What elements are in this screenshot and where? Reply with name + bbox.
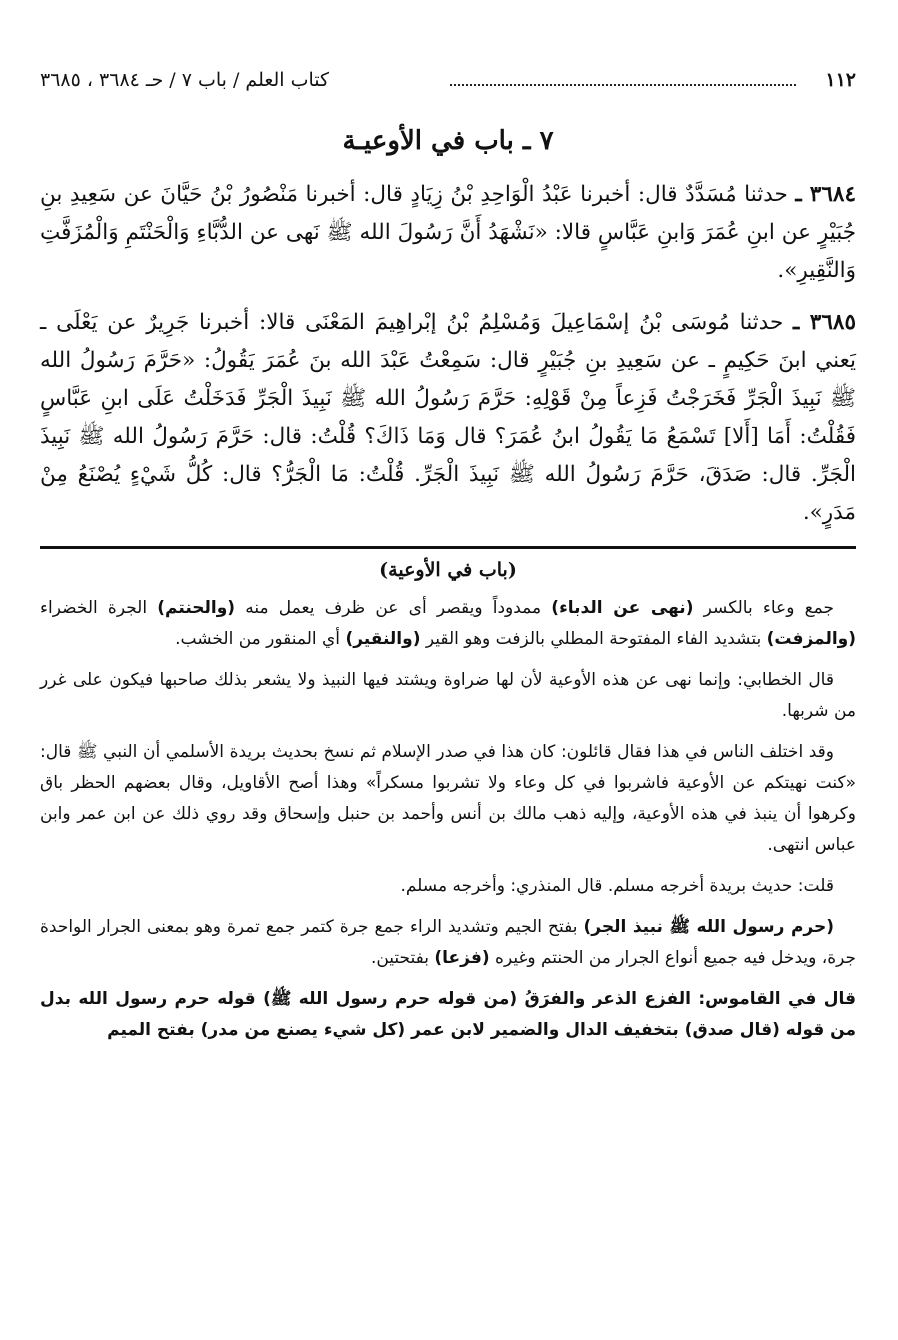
page-number: ١١٢ — [825, 69, 856, 91]
bold-term: (قال صدق) — [684, 1020, 780, 1040]
bold-term: قوله حرم رسول الله بدل من قوله — [40, 989, 856, 1040]
hadith-number: ٣٦٨٥ ـ — [793, 310, 856, 335]
bold-term: (والمزفت) — [766, 629, 856, 649]
bold-term: (حرم رسول الله ﷺ نبيذ الجر) — [583, 917, 835, 937]
hadith-3685 — [40, 304, 856, 532]
bold-term: (والحنتم) — [157, 598, 236, 618]
commentary-text: الجرة الخضراء — [40, 598, 158, 618]
bold-term: (نهى عن الدباء) — [551, 598, 694, 618]
hadith-text: حدثنا مُسَدَّدٌ قال: أخبرنا عَبْدُ الْوَاحِدِ بْنُ زِيَادٍ قال: أخبرنا مَنْصُورُ بْنُ حَيَّانَ عن سَعِيدِ بنِ جُبَيْرٍ عن ابنِ عُمَرَ وَابنِ عَبَّاسٍ قالا: «نَشْهَدُ أَنَّ رَسُولَ الله ﷺ نَهى عن الدُّبَّاءِ وَالْحَنْتَمِ وَالْمُزَفَّتِ وَالنَّقِيرِ». — [40, 182, 856, 283]
leader-dots — [450, 84, 796, 86]
commentary-paragraph — [40, 871, 856, 902]
commentary-text: ممدوداً ويقصر أى عن ظرف يعمل منه — [235, 598, 552, 618]
bold-term: بتخفيف الدال والضمير لابن عمر — [405, 1020, 685, 1040]
book-page — [40, 64, 856, 1324]
commentary-paragraph — [40, 737, 856, 861]
commentary-text: بفتح الجيم وتشديد الراء جمع جرة كتمر جمع تمرة وهو بمعنى الجرار الواحدة جرة، ويدخل فيه جميع أنواع الجرار من الحنتم وغيره — [40, 917, 856, 968]
commentary-paragraph — [40, 984, 856, 1046]
chapter-reference: كتاب العلم / باب ٧ / حـ ٣٦٨٤ ، ٣٦٨٥ — [40, 69, 330, 91]
commentary-text: قلت: حديث بريدة أخرجه مسلم. قال المنذري: وأخرجه مسلم. — [400, 876, 834, 896]
bold-term: بفتح الميم — [107, 1020, 201, 1040]
commentary-text: بتشديد الفاء المفتوحة المطلي بالزفت وهو القير — [420, 629, 767, 649]
bold-term: قال في القاموس: الفزع الذعر والفرَقُ — [517, 989, 857, 1009]
section-divider — [40, 546, 856, 549]
hadith-number: ٣٦٨٤ ـ — [795, 182, 856, 207]
bold-term: (فزعا) — [434, 948, 490, 968]
commentary-text: بفتحتين. — [370, 948, 435, 968]
commentary-text: قال الخطابي: وإنما نهى عن هذه الأوعية لأن لها ضراوة ويشتد فيها النبيذ ولا يشعر بذلك صاحبها فيكون على غرر من شربها. — [40, 670, 856, 721]
commentary-text: جمع وعاء بالكسر — [693, 598, 834, 618]
hadith-3684 — [40, 176, 856, 290]
commentary-body — [40, 593, 856, 1046]
commentary-paragraph — [40, 593, 856, 655]
bold-term: (كل شيء يصنع من مدر) — [200, 1020, 406, 1040]
commentary-text: وقد اختلف الناس في هذا فقال قائلون: كان هذا في صدر الإسلام ثم نسخ بحديث بريدة الأسلمي أن النبي ﷺ قال: «كنت نهيتكم عن الأوعية فاشربوا في كل وعاء ولا تشربوا مسكراً» وهذا أصح الأقاويل، وقال بعضهم الحظر باق وكرهوا أن ينبذ في هذه الأوعية، وإليه ذهب مالك بن أنس وأحمد بن حنبل وإسحاق وقد روي ذلك عن ابن عمر وابن عباس انتهى. — [40, 742, 856, 855]
commentary-paragraph — [40, 665, 856, 727]
hadith-text: حدثنا مُوسَى بْنُ إسْمَاعِيلَ وَمُسْلِمُ بْنُ إبْراهِيمَ المَعْنَى قالا: أخبرنا جَرِيرٌ عن يَعْلَى ـ يَعني ابنَ حَكِيمٍ ـ عن سَعِيدِ بنِ جُبَيْرٍ قال: سَمِعْتُ عَبْدَ الله بنَ عُمَرَ يَقُولُ: «حَرَّمَ رَسُولُ الله ﷺ نَبِيذَ الْجَرِّ فَخَرَجْتُ فَزِعاً مِنْ قَوْلِهِ: حَرَّمَ رَسُولُ الله ﷺ نَبِيذَ الْجَرِّ فَدَخَلْتُ عَلَى ابنِ عَبَّاسٍ فَقُلْتُ: أَمَا [أَلا] تَسْمَعُ مَا يَقُولُ ابنُ عُمَرَ؟ قال وَمَا ذَاكَ؟ قُلْتُ: قال: حَرَّمَ رَسُولُ الله ﷺ نَبِيذَ الْجَرِّ. قال: صَدَقَ، حَرَّمَ رَسُولُ الله ﷺ نَبِيذَ الْجَرِّ. قُلْتُ: مَا الْجَرُّ؟ قال: كُلُّ شَيْءٍ يُصْنَعُ مِنْ مَدَرٍ». — [40, 310, 856, 525]
chapter-title: ٧ ـ باب في الأوعيـة — [342, 126, 554, 156]
bold-term: (من قوله حرم رسول الله ﷺ) — [263, 989, 518, 1009]
commentary-text: أي المنقور من الخشب. — [175, 629, 346, 649]
running-header — [40, 64, 856, 96]
commentary-title: (باب في الأوعية) — [379, 559, 517, 581]
bold-term: (والنقير) — [345, 629, 421, 649]
commentary-paragraph — [40, 912, 856, 974]
